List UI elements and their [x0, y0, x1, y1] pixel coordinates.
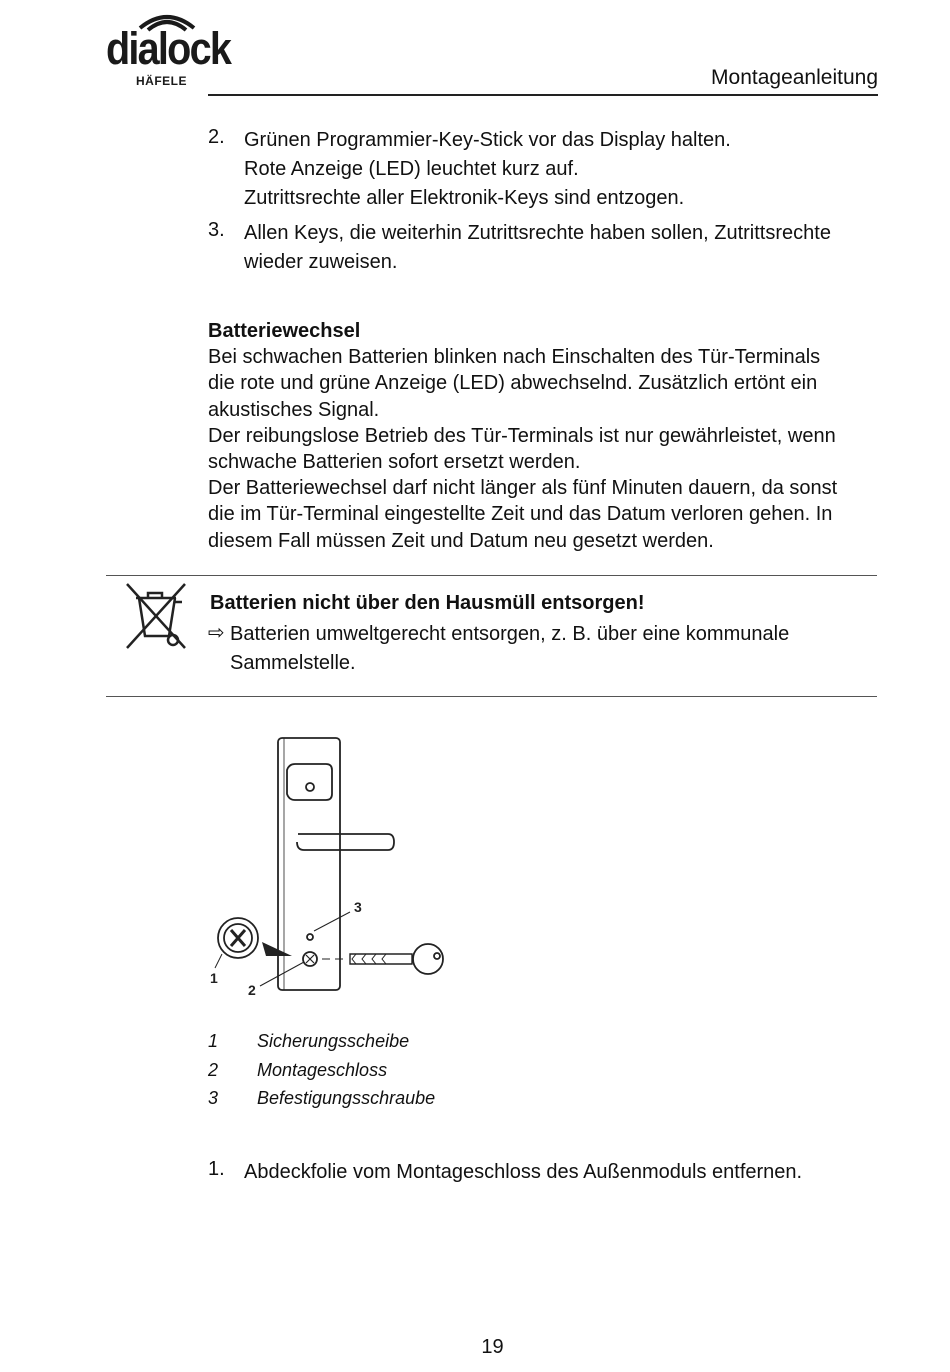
battery-section	[208, 318, 888, 554]
document-title: Montageanleitung	[711, 66, 878, 89]
legend-label: Sicherungsscheibe	[257, 1031, 410, 1051]
legend-label: Montageschloss	[257, 1060, 388, 1080]
notice-line: Sammelstelle.	[230, 652, 356, 674]
legend-label: Befestigungsschraube	[257, 1088, 436, 1108]
legend-number: 3	[208, 1088, 219, 1108]
step-number: 2.	[208, 126, 225, 148]
logo-brand: HÄFELE	[136, 74, 187, 88]
notice-heading: Batterien nicht über den Hausmüll entsorgen!	[210, 592, 645, 614]
arrow-right-icon: ⇨	[208, 622, 225, 644]
step-line: Grünen Programmier-Key-Stick vor das Display halten.	[244, 129, 731, 151]
step-line: Rote Anzeige (LED) leuchtet kurz auf.	[244, 158, 579, 180]
logo-wordmark: dialock	[106, 23, 231, 74]
page-number: 19	[481, 1336, 504, 1358]
dialock-logo	[106, 6, 230, 88]
step-text	[244, 219, 884, 277]
callout-1: 1	[210, 970, 218, 986]
step-line: wieder zuweisen.	[244, 251, 398, 273]
crossed-out-wheelie-bin-icon	[124, 582, 188, 652]
door-terminal-figure	[200, 730, 460, 1010]
paragraph-line: Bei schwachen Batterien blinken nach Einschalten des Tür-Terminals	[208, 346, 821, 369]
notice-text	[230, 620, 870, 678]
paragraph-line: akustisches Signal.	[208, 398, 380, 421]
step-line: Allen Keys, die weiterhin Zutrittsrechte haben sollen, Zutrittsrechte	[244, 222, 831, 244]
paragraph-line: diesem Fall müssen Zeit und Datum neu gesetzt werden.	[208, 529, 714, 552]
paragraph-line: die rote und grüne Anzeige (LED) abwechselnd. Zusätzlich ertönt ein	[208, 372, 818, 395]
callout-2: 2	[248, 982, 256, 998]
notice-bottom-rule	[106, 696, 877, 697]
section-heading: Batteriewechsel	[208, 320, 361, 342]
step-number: 1.	[208, 1158, 225, 1180]
step-line: Zutrittsrechte aller Elektronik-Keys sind entzogen.	[244, 187, 685, 209]
paragraph-line: Der reibungslose Betrieb des Tür-Terminals ist nur gewährleistet, wenn	[208, 424, 836, 447]
step-number: 3.	[208, 219, 225, 241]
paragraph-line: Der Batteriewechsel darf nicht länger als fünf Minuten dauern, da sonst	[208, 477, 838, 500]
step-text: Abdeckfolie vom Montageschloss des Außenmoduls entfernen.	[244, 1161, 803, 1183]
legend-number: 2	[208, 1060, 219, 1080]
header-divider	[208, 94, 878, 96]
legend-number: 1	[208, 1031, 219, 1051]
step-text	[244, 126, 884, 213]
callout-3: 3	[354, 899, 362, 915]
paragraph-line: schwache Batterien sofort ersetzt werden.	[208, 451, 581, 474]
notice-line: Batterien umweltgerecht entsorgen, z. B. über eine kommunale	[230, 623, 790, 645]
notice-top-rule	[106, 575, 877, 576]
paragraph-line: die im Tür-Terminal eingestellte Zeit und das Datum verloren gehen. In	[208, 503, 833, 526]
